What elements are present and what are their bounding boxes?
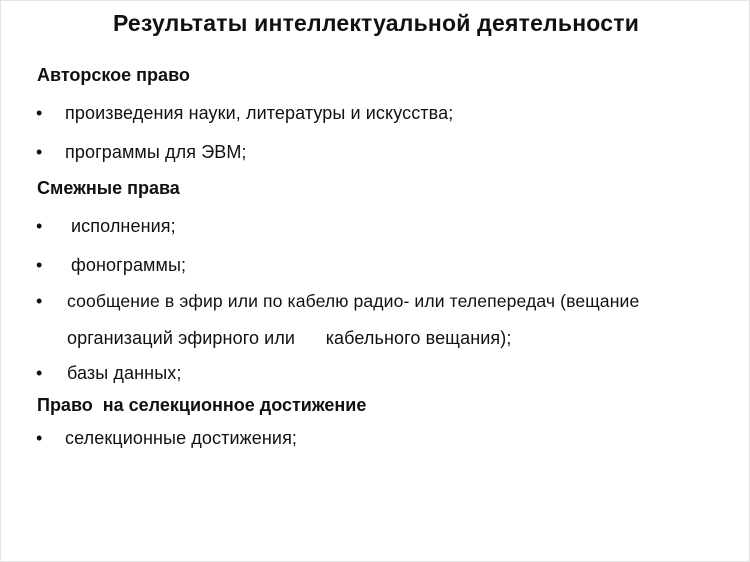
list-item-continuation: организаций эфирного или кабельного вещания); bbox=[67, 328, 512, 348]
bullet-icon: • bbox=[36, 363, 43, 383]
bullet-icon: • bbox=[36, 291, 43, 311]
section-heading-copyright: Авторское право bbox=[37, 65, 190, 85]
bullet-icon: • bbox=[36, 142, 43, 162]
list-item: фонограммы; bbox=[71, 255, 187, 275]
bullet-icon: • bbox=[36, 103, 43, 123]
bullet-icon: • bbox=[36, 428, 43, 448]
bullet-icon: • bbox=[36, 255, 43, 275]
section-heading-selection-rights: Право на селекционное достижение bbox=[37, 395, 367, 415]
slide-title: Результаты интеллектуальной деятельности bbox=[112, 10, 640, 36]
list-item: произведения науки, литературы и искусства; bbox=[65, 103, 454, 123]
section-heading-related-rights: Смежные права bbox=[37, 178, 180, 198]
list-item: программы для ЭВМ; bbox=[65, 142, 247, 162]
list-item: исполнения; bbox=[71, 216, 176, 236]
list-item: базы данных; bbox=[67, 363, 182, 383]
bullet-icon: • bbox=[36, 216, 43, 236]
list-item: селекционные достижения; bbox=[65, 428, 298, 448]
list-item: сообщение в эфир или по кабелю радио- или телепередач (вещание bbox=[67, 291, 640, 311]
